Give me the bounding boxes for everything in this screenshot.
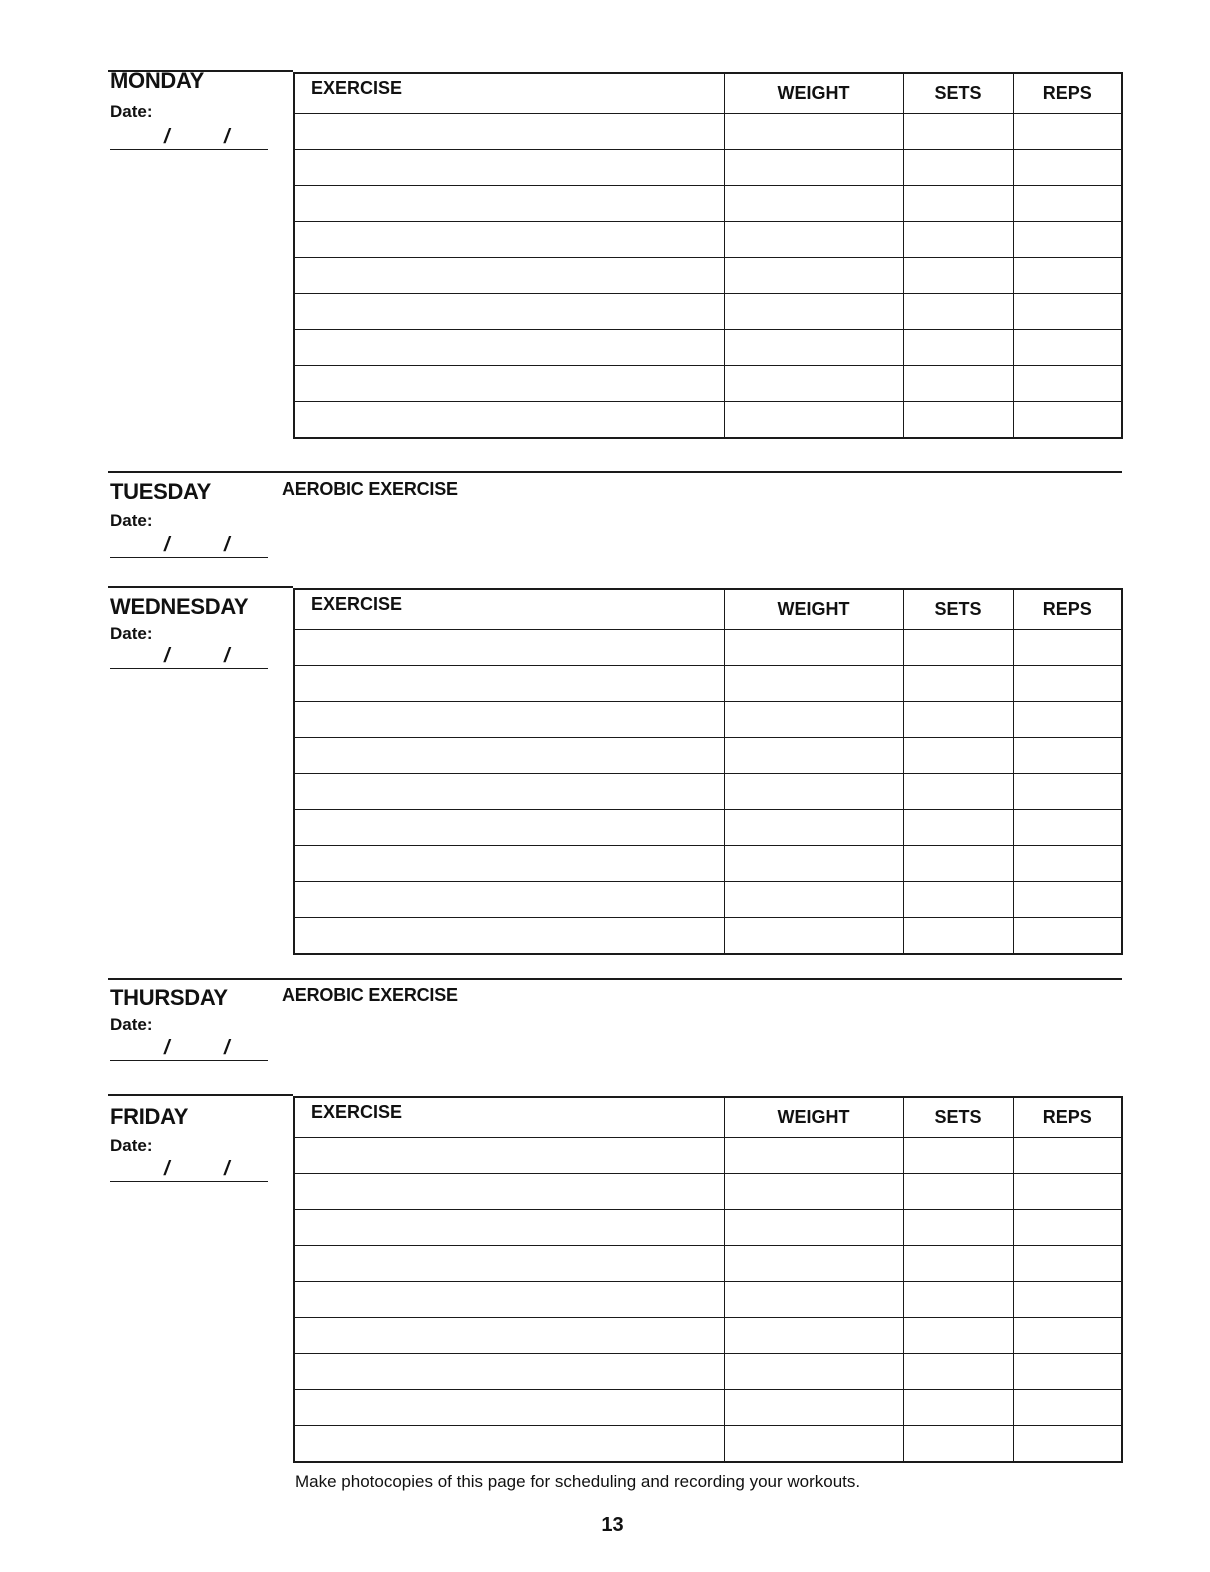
date-slash: / — [224, 534, 230, 556]
table-row — [294, 882, 1122, 918]
reps-cell[interactable] — [1013, 1174, 1122, 1210]
section-divider — [108, 978, 1122, 980]
sets-cell[interactable] — [903, 774, 1013, 810]
date-slash: / — [164, 1037, 170, 1059]
weight-cell[interactable] — [724, 294, 903, 330]
day-name-wednesday: WEDNESDAY — [110, 594, 249, 619]
sets-cell[interactable] — [903, 258, 1013, 294]
table-row — [294, 150, 1122, 186]
table-row — [294, 774, 1122, 810]
weight-cell[interactable] — [724, 330, 903, 366]
sets-cell[interactable] — [903, 702, 1013, 738]
exercise-cell[interactable] — [294, 186, 724, 222]
reps-cell[interactable] — [1013, 774, 1122, 810]
section-divider — [108, 1094, 293, 1096]
sets-cell[interactable] — [903, 1210, 1013, 1246]
sets-cell[interactable] — [903, 222, 1013, 258]
table-row — [294, 1354, 1122, 1390]
reps-cell[interactable] — [1013, 630, 1122, 666]
exercise-cell[interactable] — [294, 1174, 724, 1210]
column-header-reps: REPS — [1013, 589, 1122, 630]
weight-cell[interactable] — [724, 846, 903, 882]
sets-cell[interactable] — [903, 186, 1013, 222]
table-row — [294, 1390, 1122, 1426]
exercise-cell[interactable] — [294, 1318, 724, 1354]
exercise-cell[interactable] — [294, 1246, 724, 1282]
weight-cell[interactable] — [724, 1210, 903, 1246]
day-name-monday: MONDAY — [110, 68, 204, 93]
section-divider — [108, 586, 293, 588]
exercise-cell[interactable] — [294, 366, 724, 402]
date-label: Date: — [110, 624, 153, 643]
reps-cell[interactable] — [1013, 330, 1122, 366]
sets-cell[interactable] — [903, 366, 1013, 402]
sets-cell[interactable] — [903, 1318, 1013, 1354]
reps-cell[interactable] — [1013, 1282, 1122, 1318]
date-label: Date: — [110, 102, 153, 121]
exercise-cell[interactable] — [294, 114, 724, 150]
sets-cell[interactable] — [903, 150, 1013, 186]
date-field[interactable] — [110, 668, 268, 669]
date-label: Date: — [110, 1136, 153, 1155]
column-header-weight: WEIGHT — [724, 589, 903, 630]
column-header-reps: REPS — [1013, 73, 1122, 114]
table-row — [294, 1138, 1122, 1174]
weight-cell[interactable] — [724, 258, 903, 294]
reps-cell[interactable] — [1013, 1390, 1122, 1426]
weight-cell[interactable] — [724, 186, 903, 222]
day-name-friday: FRIDAY — [110, 1104, 189, 1129]
sets-cell[interactable] — [903, 1246, 1013, 1282]
exercise-log-table — [293, 588, 1123, 955]
table-row — [294, 702, 1122, 738]
aerobic-exercise-label: AEROBIC EXERCISE — [282, 479, 458, 499]
exercise-cell[interactable] — [294, 1138, 724, 1174]
reps-cell[interactable] — [1013, 294, 1122, 330]
column-header-sets: SETS — [903, 1097, 1013, 1138]
exercise-cell[interactable] — [294, 258, 724, 294]
reps-cell[interactable] — [1013, 1426, 1122, 1463]
column-header-exercise: EXERCISE — [294, 1097, 724, 1138]
column-header-weight: WEIGHT — [724, 1097, 903, 1138]
table-row — [294, 258, 1122, 294]
weight-cell[interactable] — [724, 1246, 903, 1282]
table-row — [294, 330, 1122, 366]
table-header-row — [294, 1097, 1122, 1138]
table-row — [294, 1210, 1122, 1246]
reps-cell[interactable] — [1013, 918, 1122, 955]
sets-cell[interactable] — [903, 918, 1013, 955]
reps-cell[interactable] — [1013, 810, 1122, 846]
exercise-cell[interactable] — [294, 1210, 724, 1246]
sets-cell[interactable] — [903, 294, 1013, 330]
weight-cell[interactable] — [724, 666, 903, 702]
column-header-exercise: EXERCISE — [294, 73, 724, 114]
date-field[interactable] — [110, 149, 268, 150]
weight-cell[interactable] — [724, 402, 903, 439]
reps-cell[interactable] — [1013, 186, 1122, 222]
reps-cell[interactable] — [1013, 366, 1122, 402]
exercise-log-table — [293, 72, 1123, 439]
table-row — [294, 222, 1122, 258]
weight-cell[interactable] — [724, 738, 903, 774]
table-row — [294, 402, 1122, 439]
footer-note: Make photocopies of this page for scheduling and recording your workouts. — [295, 1472, 861, 1491]
weight-cell[interactable] — [724, 1318, 903, 1354]
aerobic-exercise-label: AEROBIC EXERCISE — [282, 985, 458, 1005]
date-slash: / — [224, 1158, 230, 1180]
weight-cell[interactable] — [724, 882, 903, 918]
weight-cell[interactable] — [724, 774, 903, 810]
reps-cell[interactable] — [1013, 702, 1122, 738]
exercise-cell[interactable] — [294, 1390, 724, 1426]
reps-cell[interactable] — [1013, 402, 1122, 439]
exercise-log-table — [293, 1096, 1123, 1463]
exercise-cell[interactable] — [294, 294, 724, 330]
reps-cell[interactable] — [1013, 1138, 1122, 1174]
column-header-reps: REPS — [1013, 1097, 1122, 1138]
date-field[interactable] — [110, 1181, 268, 1182]
reps-cell[interactable] — [1013, 882, 1122, 918]
column-header-weight: WEIGHT — [724, 73, 903, 114]
reps-cell[interactable] — [1013, 1354, 1122, 1390]
table-row — [294, 1246, 1122, 1282]
table-header-row — [294, 589, 1122, 630]
exercise-cell[interactable] — [294, 846, 724, 882]
table-row — [294, 1426, 1122, 1463]
date-slash: / — [224, 1037, 230, 1059]
sets-cell[interactable] — [903, 402, 1013, 439]
weight-cell[interactable] — [724, 1390, 903, 1426]
reps-cell[interactable] — [1013, 846, 1122, 882]
weight-cell[interactable] — [724, 150, 903, 186]
exercise-cell[interactable] — [294, 882, 724, 918]
date-label: Date: — [110, 511, 153, 530]
reps-cell[interactable] — [1013, 666, 1122, 702]
reps-cell[interactable] — [1013, 114, 1122, 150]
exercise-cell[interactable] — [294, 666, 724, 702]
reps-cell[interactable] — [1013, 150, 1122, 186]
page-number: 13 — [601, 1514, 624, 1536]
exercise-cell[interactable] — [294, 222, 724, 258]
sets-cell[interactable] — [903, 330, 1013, 366]
weight-cell[interactable] — [724, 366, 903, 402]
column-header-exercise: EXERCISE — [294, 589, 724, 630]
weight-cell[interactable] — [724, 222, 903, 258]
weight-cell[interactable] — [724, 630, 903, 666]
weight-cell[interactable] — [724, 918, 903, 955]
sets-cell[interactable] — [903, 1354, 1013, 1390]
table-row — [294, 630, 1122, 666]
sets-cell[interactable] — [903, 1390, 1013, 1426]
sets-cell[interactable] — [903, 666, 1013, 702]
date-slash: / — [164, 534, 170, 556]
exercise-cell[interactable] — [294, 402, 724, 439]
sets-cell[interactable] — [903, 846, 1013, 882]
exercise-cell[interactable] — [294, 630, 724, 666]
sets-cell[interactable] — [903, 1426, 1013, 1463]
day-name-tuesday: TUESDAY — [110, 479, 212, 504]
reps-cell[interactable] — [1013, 258, 1122, 294]
table-row — [294, 1318, 1122, 1354]
exercise-cell[interactable] — [294, 1354, 724, 1390]
section-divider — [108, 471, 1122, 473]
table-row — [294, 846, 1122, 882]
table-row — [294, 1282, 1122, 1318]
sets-cell[interactable] — [903, 810, 1013, 846]
sets-cell[interactable] — [903, 1174, 1013, 1210]
exercise-cell[interactable] — [294, 330, 724, 366]
table-row — [294, 1174, 1122, 1210]
exercise-cell[interactable] — [294, 150, 724, 186]
exercise-cell[interactable] — [294, 702, 724, 738]
date-slash: / — [224, 126, 230, 148]
column-header-sets: SETS — [903, 73, 1013, 114]
reps-cell[interactable] — [1013, 1246, 1122, 1282]
exercise-cell[interactable] — [294, 774, 724, 810]
table-row — [294, 366, 1122, 402]
exercise-cell[interactable] — [294, 1282, 724, 1318]
date-slash: / — [164, 645, 170, 667]
reps-cell[interactable] — [1013, 1210, 1122, 1246]
exercise-cell[interactable] — [294, 738, 724, 774]
weight-cell[interactable] — [724, 1138, 903, 1174]
weight-cell[interactable] — [724, 1426, 903, 1463]
date-field[interactable] — [110, 1060, 268, 1061]
date-field[interactable] — [110, 557, 268, 558]
reps-cell[interactable] — [1013, 1318, 1122, 1354]
table-row — [294, 666, 1122, 702]
day-name-thursday: THURSDAY — [110, 985, 228, 1010]
weight-cell[interactable] — [724, 702, 903, 738]
sets-cell[interactable] — [903, 1138, 1013, 1174]
date-slash: / — [164, 1158, 170, 1180]
date-label: Date: — [110, 1015, 153, 1034]
reps-cell[interactable] — [1013, 738, 1122, 774]
column-header-sets: SETS — [903, 589, 1013, 630]
sets-cell[interactable] — [903, 882, 1013, 918]
date-slash: / — [224, 645, 230, 667]
weight-cell[interactable] — [724, 1282, 903, 1318]
table-row — [294, 918, 1122, 955]
sets-cell[interactable] — [903, 1282, 1013, 1318]
sets-cell[interactable] — [903, 114, 1013, 150]
exercise-cell[interactable] — [294, 918, 724, 955]
weight-cell[interactable] — [724, 1354, 903, 1390]
weight-cell[interactable] — [724, 114, 903, 150]
reps-cell[interactable] — [1013, 222, 1122, 258]
exercise-cell[interactable] — [294, 1426, 724, 1463]
date-slash: / — [164, 126, 170, 148]
weight-cell[interactable] — [724, 1174, 903, 1210]
sets-cell[interactable] — [903, 738, 1013, 774]
table-row — [294, 738, 1122, 774]
table-row — [294, 186, 1122, 222]
sets-cell[interactable] — [903, 630, 1013, 666]
table-row — [294, 810, 1122, 846]
weight-cell[interactable] — [724, 810, 903, 846]
table-header-row — [294, 73, 1122, 114]
exercise-cell[interactable] — [294, 810, 724, 846]
table-row — [294, 114, 1122, 150]
table-row — [294, 294, 1122, 330]
